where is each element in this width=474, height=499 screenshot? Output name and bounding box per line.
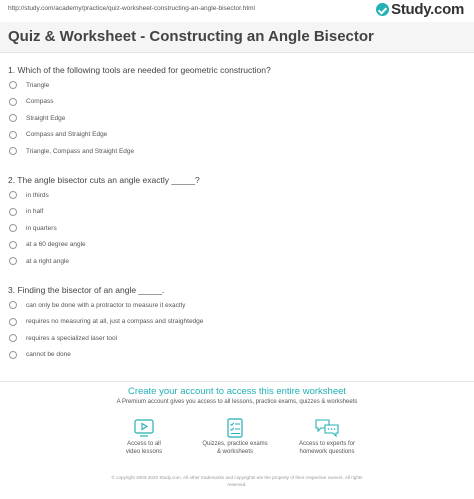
- radio-button[interactable]: [9, 98, 17, 106]
- answer-choice[interactable]: [8, 237, 466, 254]
- answer-choice[interactable]: [8, 330, 466, 347]
- answer-choice[interactable]: [8, 143, 466, 160]
- feature-line-2: video lessons: [125, 448, 163, 455]
- feature-quizzes: [190, 418, 280, 456]
- radio-button[interactable]: [9, 131, 17, 139]
- title-bar: [0, 22, 474, 53]
- choice-label: requires no measuring at all, just a compass and straightedge: [26, 318, 204, 326]
- radio-button[interactable]: [9, 351, 17, 359]
- answer-choice[interactable]: [8, 347, 466, 364]
- feature-line-1: Access to experts for: [298, 441, 356, 447]
- choice-label: in half: [26, 208, 44, 216]
- page-title: Quiz & Worksheet - Constructing an Angle Bisector: [8, 28, 374, 45]
- radio-button[interactable]: [9, 241, 17, 249]
- copyright-line-1: © copyright 2003-2020 Study.com. All other trademarks and copyrights are the property of their respective owners. All rights: [111, 475, 363, 480]
- radio-button[interactable]: [9, 147, 17, 155]
- question-text: 2. The angle bisector cuts an angle exactly _____?: [8, 175, 200, 185]
- page-url: http://study.com/academy/practice/quiz-worksheet-constructing-an-angle-bisector.html: [8, 5, 255, 12]
- radio-button[interactable]: [9, 257, 17, 265]
- radio-button[interactable]: [9, 301, 17, 309]
- choice-label: at a right angle: [26, 257, 70, 265]
- choice-label: Straight Edge: [26, 114, 66, 122]
- feature-line-1: Quizzes, practice exams: [202, 441, 268, 447]
- answer-choice[interactable]: [8, 187, 466, 204]
- expert-chat-icon: [314, 418, 340, 438]
- section-divider: [0, 381, 474, 382]
- create-account-link[interactable]: Create your account to access this entire worksheet: [127, 386, 347, 397]
- radio-button[interactable]: [9, 208, 17, 216]
- choice-label: Triangle: [26, 81, 50, 89]
- answer-choice[interactable]: [8, 94, 466, 111]
- choice-label: in quarters: [26, 224, 57, 232]
- feature-experts: [282, 418, 372, 456]
- radio-button[interactable]: [9, 334, 17, 342]
- study-logo[interactable]: [376, 1, 464, 18]
- checkmark-logo-icon: [376, 3, 389, 16]
- answer-choice[interactable]: [8, 77, 466, 94]
- answer-choice[interactable]: [8, 253, 466, 270]
- answer-choice[interactable]: [8, 314, 466, 331]
- answer-choice[interactable]: [8, 297, 466, 314]
- radio-button[interactable]: [9, 318, 17, 326]
- choice-label: Triangle, Compass and Straight Edge: [26, 147, 135, 155]
- choice-label: at a 60 degree angle: [26, 241, 86, 249]
- feature-line-2: & worksheets: [216, 448, 253, 455]
- question-text: 3. Finding the bisector of an angle _____.: [8, 285, 165, 295]
- choice-label: in thirds: [26, 191, 49, 199]
- top-bar: [0, 0, 474, 18]
- radio-button[interactable]: [9, 81, 17, 89]
- quiz-checklist-icon: [224, 418, 246, 438]
- answer-choice[interactable]: [8, 204, 466, 221]
- feature-video-lessons: [99, 418, 189, 456]
- choice-label: can only be done with a protractor to measure it exactly: [26, 301, 186, 309]
- radio-button[interactable]: [9, 191, 17, 199]
- radio-button[interactable]: [9, 114, 17, 122]
- answer-choice[interactable]: [8, 110, 466, 127]
- choice-label: cannot be done: [26, 351, 71, 359]
- radio-button[interactable]: [9, 224, 17, 232]
- choice-label: Compass and Straight Edge: [26, 131, 108, 139]
- question-3: [8, 283, 466, 363]
- logo-text: Study.com: [391, 1, 464, 18]
- question-1: [8, 63, 466, 160]
- feature-line-1: Access to all: [127, 441, 161, 447]
- copyright-line-2: reserved.: [227, 481, 247, 487]
- premium-description: A Premium account gives you access to all lessons, practice exams, quizzes & worksheets: [116, 399, 358, 405]
- question-text: 1. Which of the following tools are needed for geometric construction?: [8, 65, 271, 75]
- answer-choice[interactable]: [8, 127, 466, 144]
- copyright-footer: [0, 475, 474, 488]
- choice-label: requires a specialized laser tool: [26, 334, 118, 342]
- answer-choice[interactable]: [8, 220, 466, 237]
- choice-label: Compass: [26, 98, 54, 106]
- feature-line-2: homework questions: [299, 448, 355, 455]
- question-2: [8, 173, 466, 270]
- video-lessons-icon: [133, 418, 155, 438]
